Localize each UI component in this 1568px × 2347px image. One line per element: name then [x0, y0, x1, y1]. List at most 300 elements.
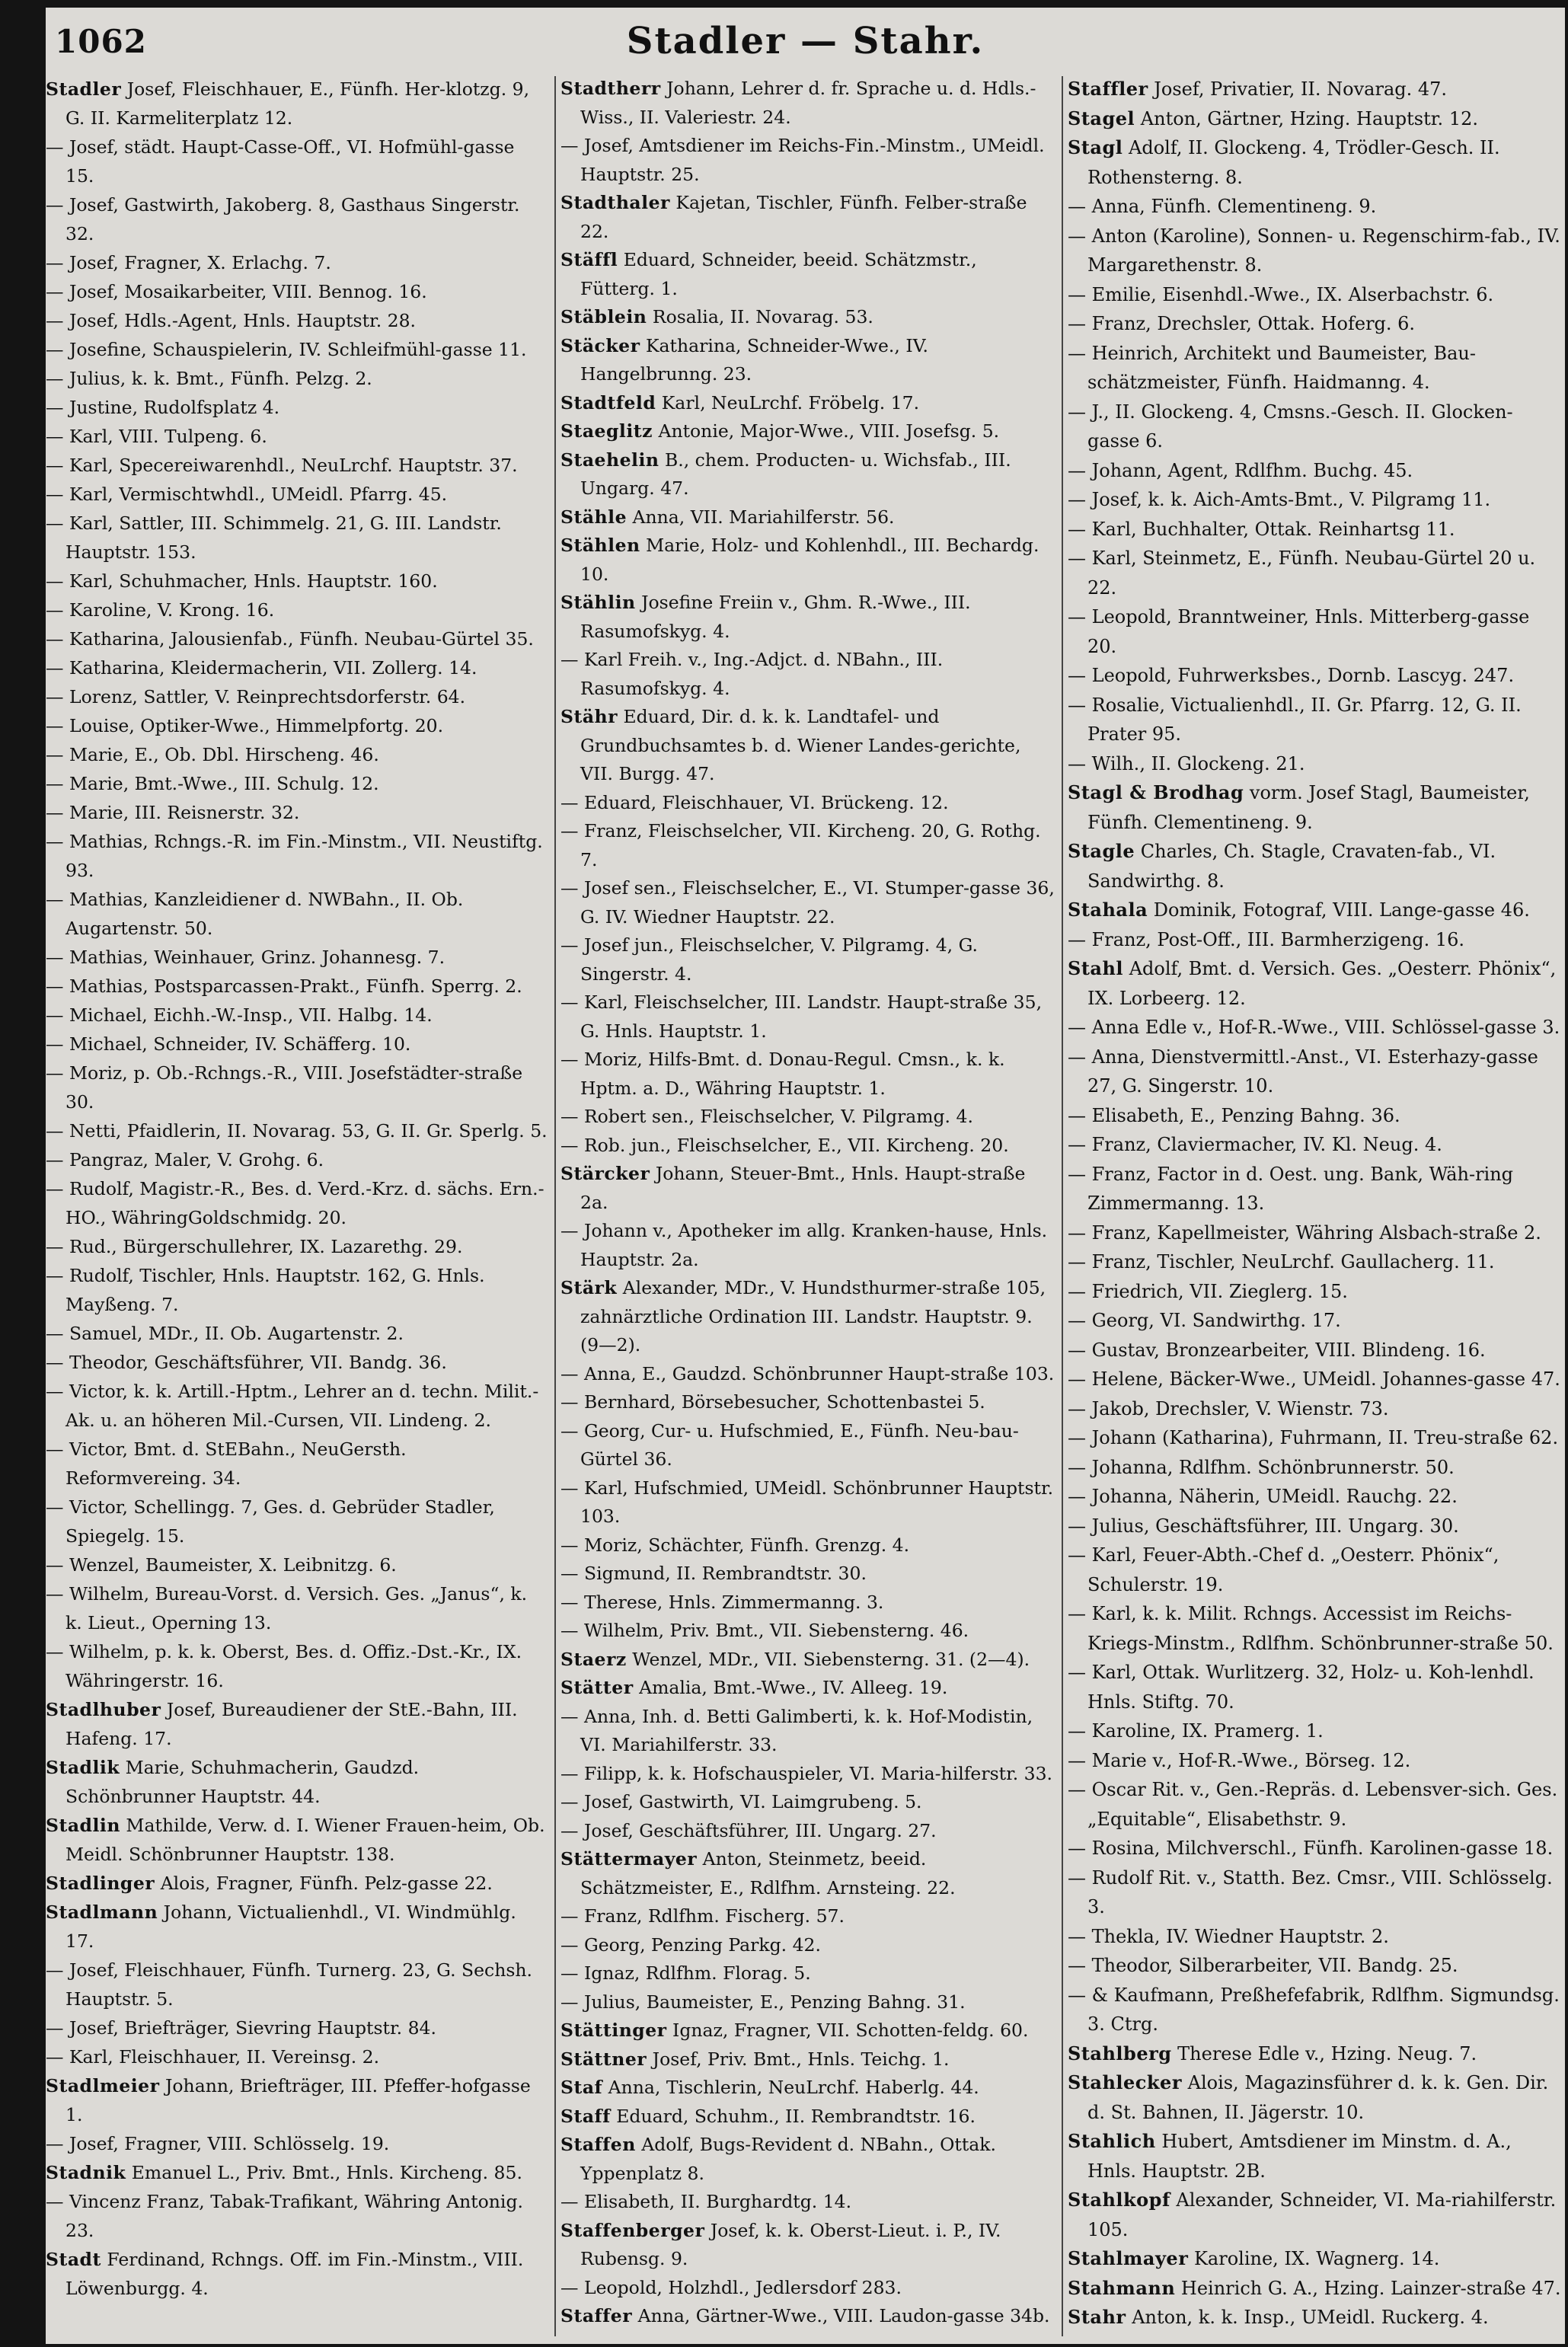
column-3 [1068, 75, 1563, 2340]
entry-surname: Stättner [560, 2048, 647, 2070]
entry-text: — Josef, k. k. Aich-Amts-Bmt., V. Pilgramg 11. [1068, 489, 1491, 510]
entry-text: — Ignaz, Rdlfhm. Florag. 5. [560, 1962, 811, 1984]
entry-surname: Staff [560, 2105, 611, 2127]
directory-entry [1068, 1013, 1563, 1043]
entry-text: — Rosalie, Victualienhdl., II. Gr. Pfarrg. 12, G. II. Prater 95. [1068, 694, 1522, 745]
directory-entry [46, 248, 548, 277]
directory-entry [560, 417, 1055, 446]
entry-text: — Karoline, IX. Pramerg. 1. [1068, 1720, 1324, 1742]
directory-entry [560, 1388, 1055, 1417]
entry-text: — Karl, k. k. Milit. Rchngs. Accessist im Reichs-Kriegs-Minstm., Rdlfhm. Schönbrunner-straße 50. [1068, 1603, 1554, 1654]
entry-text: Marie, Schuhmacherin, Gaudzd. Schönbrunner Hauptstr. 44. [65, 1757, 420, 1807]
entry-text: — Oscar Rit. v., Gen.-Repräs. d. Lebensver-sich. Ges. „Equitable“, Elisabethstr. 9. [1068, 1779, 1558, 1830]
entry-text: — Karl, Ottak. Wurlitzerg. 32, Holz- u. Koh-lenhdl. Hnls. Stiftg. 70. [1068, 1662, 1534, 1713]
entry-text: Adolf, Bmt. d. Versich. Ges. „Oesterr. Phönix“, IX. Lorbeerg. 12. [1087, 958, 1557, 1009]
entry-text: — Katharina, Jalousienfab., Fünfh. Neubau-Gürtel 35. [46, 628, 534, 650]
directory-entry [46, 1637, 548, 1695]
entry-text: Johann, Steuer-Bmt., Hnls. Haupt-straße 2a. [580, 1163, 1026, 1213]
entry-surname: Staf [560, 2077, 603, 2098]
entry-text: — Karl, Sattler, III. Schimmelg. 21, G. III. Landstr. Hauptstr. 153. [46, 513, 502, 563]
entry-surname: Staerz [560, 1648, 627, 1670]
entry-surname: Stärk [560, 1277, 618, 1298]
directory-entry [1068, 133, 1563, 192]
entry-surname: Stagl & Brodhag [1068, 781, 1244, 803]
entry-text: — Filipp, k. k. Hofschauspieler, VI. Maria-hilferstr. 33. [560, 1762, 1053, 1784]
entry-text: Therese Edle v., Hzing. Neug. 7. [1177, 2042, 1477, 2064]
directory-entry [1068, 1277, 1563, 1307]
directory-entry [1068, 222, 1563, 280]
entry-text: — Victor, Schellingg. 7, Ges. d. Gebrüder Stadler, Spiegelg. 15. [46, 1496, 495, 1547]
entry-text: — Therese, Hnls. Zimmermanng. 3. [560, 1591, 884, 1613]
directory-entry [1068, 280, 1563, 310]
directory-entry [46, 480, 548, 509]
entry-text: — Jakob, Drechsler, V. Wienstr. 73. [1068, 1397, 1389, 1419]
entry-text: — Netti, Pfaidlerin, II. Novarag. 53, G. II. Gr. Sperlg. 5. [46, 1120, 548, 1142]
entry-text: Marie, Holz- und Kohlenhdl., III. Bechardg. 10. [580, 535, 1039, 585]
directory-entry [560, 1046, 1055, 1103]
directory-entry [46, 335, 548, 364]
directory-entry [46, 1869, 548, 1898]
directory-entry [560, 1959, 1055, 1988]
entry-text: Johann, Briefträger, III. Pfeffer-hofgasse 1. [65, 2075, 531, 2125]
entry-surname: Stäblein [560, 306, 647, 327]
entry-text: — Samuel, MDr., II. Ob. Augartenstr. 2. [46, 1323, 404, 1344]
directory-entry [46, 596, 548, 624]
directory-entry [1068, 1716, 1563, 1746]
entry-text: — Josef, städt. Haupt-Casse-Off., VI. Hofmühl-gasse 15. [46, 136, 515, 187]
entry-text: — Moriz, Schächter, Fünfh. Grenzg. 4. [560, 1534, 910, 1556]
directory-entry [560, 1474, 1055, 1531]
entry-text: — Josefine, Schauspielerin, IV. Schleifmühl-gasse 11. [46, 339, 527, 360]
entry-text: — Wilhelm, Priv. Bmt., VII. Siebensterng. 46. [560, 1620, 969, 1641]
entry-text: — Anna, Inh. d. Betti Galimberti, k. k. Hof-Modistin, VI. Mariahilferstr. 33. [560, 1705, 1033, 1755]
entry-text: — Marie, Bmt.-Wwe., III. Schulg. 12. [46, 773, 379, 794]
entry-surname: Stahlberg [1068, 2042, 1172, 2064]
directory-entry [560, 1274, 1055, 1360]
entry-text: Josef, Privatier, II. Novarag. 47. [1154, 78, 1448, 100]
entry-text: Dominik, Fotograf, VIII. Lange-gasse 46. [1153, 899, 1530, 921]
entry-text: — Josef jun., Fleischselcher, V. Pilgramg. 4, G. Singerstr. 4. [560, 934, 979, 985]
entry-text: — Heinrich, Architekt und Baumeister, Bau-schätzmeister, Fünfh. Haidmanng. 4. [1068, 342, 1476, 393]
entry-text: — Thekla, IV. Wiedner Hauptstr. 2. [1068, 1925, 1389, 1947]
entry-text: — Georg, Cur- u. Hufschmied, E., Fünfh. Neu-bau-Gürtel 36. [560, 1419, 1019, 1470]
entry-surname: Staffer [560, 2305, 633, 2326]
entry-text: — Anton (Karoline), Sonnen- u. Regenschirm-fab., IV. Margarethenstr. 8. [1068, 225, 1560, 276]
directory-entry [560, 2045, 1055, 2074]
directory-entry [46, 1145, 548, 1174]
directory-entry [560, 389, 1055, 418]
entry-text: Josef, k. k. Oberst-Lieut. i. P., IV. Rubensg. 9. [580, 2219, 1001, 2269]
entry-text: — Rob. jun., Fleischselcher, E., VII. Kircheng. 20. [560, 1134, 1009, 1156]
directory-entry [1068, 837, 1563, 896]
entry-text: — Karl, VIII. Tulpeng. 6. [46, 426, 267, 447]
entry-text: — Josef, Mosaikarbeiter, VIII. Bennog. 16. [46, 281, 427, 302]
directory-entry [560, 303, 1055, 332]
entry-surname: Stahlich [1068, 2130, 1156, 2152]
entry-text: Adolf, II. Glockeng. 4, Trödler-Gesch. II. Rothensterng. 8. [1087, 137, 1500, 188]
directory-entry [1068, 1218, 1563, 1248]
entry-text: Alois, Fragner, Fünfh. Pelz-gasse 22. [160, 1873, 493, 1894]
directory-entry [46, 1232, 548, 1261]
directory-entry [46, 1695, 548, 1753]
directory-entry [46, 1898, 548, 1956]
directory-entry [560, 1646, 1055, 1675]
directory-entry [1068, 954, 1563, 1013]
entry-surname: Stadthaler [560, 192, 670, 213]
directory-entry [560, 1160, 1055, 1217]
directory-entry [46, 277, 548, 306]
entry-surname: Stählin [560, 592, 636, 613]
entry-text: — Wilhelm, p. k. k. Oberst, Bes. d. Offiz.-Dst.-Kr., IX. Währingerstr. 16. [46, 1641, 522, 1691]
entry-text: — Josef, Fragner, X. Erlachg. 7. [46, 252, 331, 273]
entry-surname: Stahlkopf [1068, 2189, 1170, 2211]
directory-entry [560, 703, 1055, 789]
entry-text: — Johanna, Näherin, UMeidl. Rauchg. 22. [1068, 1486, 1458, 1507]
entry-text: — Victor, k. k. Artill.-Hptm., Lehrer an d. techn. Milit.-Ak. u. an höheren Mil.-Cursen, VII. Lindeng. 2. [46, 1381, 539, 1431]
directory-entry [560, 1132, 1055, 1161]
directory-entry [1068, 192, 1563, 222]
entry-text: — Leopold, Branntweiner, Hnls. Mitterberg-gasse 20. [1068, 606, 1530, 657]
entry-text: — Johann v., Apotheker im allg. Kranken-hause, Hnls. Hauptstr. 2a. [560, 1220, 1048, 1270]
directory-entry [1068, 1423, 1563, 1453]
entry-text: — Marie, III. Reisnerstr. 32. [46, 802, 300, 823]
entry-text: — Victor, Bmt. d. StEBahn., NeuGersth. Reformvereing. 34. [46, 1439, 407, 1489]
directory-entry [560, 874, 1055, 931]
directory-entry [46, 393, 548, 422]
directory-entry [560, 1360, 1055, 1389]
entry-text: Kajetan, Tischler, Fünfh. Felber-straße 22. [580, 192, 1027, 242]
directory-entry [1068, 1482, 1563, 1512]
entry-text: — Karl Freih. v., Ing.-Adjct. d. NBahn., III. Rasumofskyg. 4. [560, 649, 944, 699]
entry-text: — Anna, E., Gaudzd. Schönbrunner Haupt-straße 103. [560, 1362, 1055, 1384]
entry-surname: Stadlmeier [46, 2075, 160, 2096]
directory-entry [46, 2013, 548, 2042]
entry-surname: Stähr [560, 706, 618, 727]
directory-entry [560, 931, 1055, 988]
entry-surname: Stahlmayer [1068, 2247, 1189, 2269]
directory-entry [560, 503, 1055, 532]
entry-text: Emanuel L., Priv. Bmt., Hnls. Kircheng. 85. [131, 2162, 522, 2183]
entry-text: — Theodor, Silberarbeiter, VII. Bandg. 25. [1068, 1955, 1458, 1976]
entry-text: — Elisabeth, E., Penzing Bahng. 36. [1068, 1104, 1400, 1126]
directory-entry [560, 1902, 1055, 1931]
directory-entry [1068, 2303, 1563, 2333]
directory-entry [46, 943, 548, 972]
entry-text: Hubert, Amtsdiener im Minstm. d. A., Hnls. Hauptstr. 2B. [1087, 2131, 1512, 2182]
directory-entry [46, 682, 548, 711]
directory-entry [560, 1845, 1055, 1902]
directory-entry [46, 190, 548, 248]
directory-entry [560, 2274, 1055, 2303]
directory-entry [560, 189, 1055, 246]
entry-text: — Rudolf Rit. v., Statth. Bez. Cmsr., VIII. Schlösselg. 3. [1068, 1866, 1553, 1918]
directory-entry [46, 1174, 548, 1232]
entry-text: — Franz, Fleischselcher, VII. Kircheng. 20, G. Rothg. 7. [560, 820, 1041, 870]
directory-entry [1068, 1101, 1563, 1131]
directory-entry [46, 1059, 548, 1116]
directory-entry [46, 1001, 548, 1030]
entry-text: — Franz, Drechsler, Ottak. Hoferg. 6. [1068, 313, 1416, 334]
directory-entry [1068, 1365, 1563, 1394]
directory-entry [1068, 896, 1563, 925]
entry-text: — Johann (Katharina), Fuhrmann, II. Treu-straße 62. [1068, 1427, 1559, 1448]
directory-entry [46, 509, 548, 567]
directory-entry [1068, 602, 1563, 661]
entry-text: vorm. Josef Stagl, Baumeister, Fünfh. Clementineng. 9. [1087, 782, 1530, 833]
entry-text: — Josef, Fleischhauer, Fünfh. Turnerg. 23, G. Sechsh. Hauptstr. 5. [46, 1959, 533, 2010]
directory-entry [560, 332, 1055, 389]
page-number: 1062 [55, 23, 147, 60]
entry-text: — Karl, Fleischselcher, III. Landstr. Haupt-straße 35, G. Hnls. Hauptstr. 1. [560, 991, 1043, 1042]
entry-surname: Stähle [560, 506, 628, 528]
entry-text: — Karoline, V. Krong. 16. [46, 599, 275, 621]
column-1 [46, 75, 548, 2340]
entry-text: — Anna Edle v., Hof-R.-Wwe., VIII. Schlössel-gasse 3. [1068, 1017, 1560, 1038]
entry-text: — Johann, Agent, Rdlfhm. Buchg. 45. [1068, 459, 1413, 481]
entry-text: — Anna, Fünfh. Clementineng. 9. [1068, 196, 1377, 217]
entry-text: — Katharina, Kleidermacherin, VII. Zollerg. 14. [46, 657, 477, 679]
entry-text: — Gustav, Bronzearbeiter, VIII. Blindeng. 16. [1068, 1339, 1486, 1361]
directory-entry [1068, 1512, 1563, 1541]
entry-surname: Stärcker [560, 1163, 650, 1184]
entry-text: — Karl, Hufschmied, UMeidl. Schönbrunner Hauptstr. 103. [560, 1477, 1054, 1527]
entry-text: B., chem. Producten- u. Wichsfab., III. Ungarg. 47. [580, 449, 1011, 499]
entry-text: — Karl, Feuer-Abth.-Chef d. „Oesterr. Phönix“, Schulerstr. 19. [1068, 1544, 1499, 1595]
entry-text: — Josef, Fragner, VIII. Schlösselg. 19. [46, 2133, 390, 2154]
entry-text: Johann, Victualienhdl., VI. Windmühlg. 17. [65, 1902, 516, 1952]
directory-entry [560, 988, 1055, 1046]
entry-text: Mathilde, Verw. d. I. Wiener Frauen-heim, Ob. Meidl. Schönbrunner Hauptstr. 138. [65, 1815, 545, 1865]
entry-text: Josef, Priv. Bmt., Hnls. Teichg. 1. [652, 2048, 950, 2070]
entry-text: — Theodor, Geschäftsführer, VII. Bandg. 36. [46, 1352, 447, 1373]
entry-surname: Stadlin [46, 1815, 120, 1836]
entry-surname: Stagel [1068, 107, 1135, 129]
entry-text: — Josef, Hdls.-Agent, Hnls. Hauptstr. 28. [46, 310, 417, 331]
entry-text: — Josef, Gastwirth, Jakoberg. 8, Gasthaus Singerstr. 32. [46, 194, 520, 244]
directory-entry [46, 740, 548, 769]
directory-entry [1068, 1746, 1563, 1776]
directory-entry [560, 2217, 1055, 2274]
directory-entry [560, 132, 1055, 189]
directory-entry [46, 653, 548, 682]
directory-entry [1068, 778, 1563, 837]
entry-text: — Johanna, Rdlfhm. Schönbrunnerstr. 50. [1068, 1456, 1455, 1478]
directory-entry [46, 972, 548, 1001]
directory-entry [1068, 1775, 1563, 1834]
directory-entry [46, 2129, 548, 2158]
entry-text: Wenzel, MDr., VII. Siebensterng. 31. (2—4). [632, 1648, 1030, 1670]
directory-entry [560, 646, 1055, 703]
entry-text: Johann, Lehrer d. fr. Sprache u. d. Hdls.-Wiss., II. Valeriestr. 24. [580, 78, 1036, 128]
directory-entry [46, 827, 548, 885]
entry-text: Adolf, Bugs-Revident d. NBahn., Ottak. Yppenplatz 8. [580, 2134, 996, 2184]
entry-text: Antonie, Major-Wwe., VIII. Josefsg. 5. [658, 420, 1000, 442]
entry-text: — Julius, Baumeister, E., Penzing Bahng. 31. [560, 1991, 966, 2013]
directory-entry [560, 2131, 1055, 2188]
entry-text: Anton, k. k. Insp., UMeidl. Ruckerg. 4. [1132, 2307, 1489, 2328]
entry-text: Anton, Steinmetz, beeid. Schätzmeister, E., Rdlfhm. Arnsteing. 22. [580, 1848, 956, 1898]
entry-surname: Stahlecker [1068, 2071, 1182, 2093]
directory-columns [46, 75, 1565, 2340]
entry-text: — Franz, Factor in d. Oest. ung. Bank, Wäh-ring Zimmermanng. 13. [1068, 1163, 1514, 1214]
entry-text: — Josef, Geschäftsführer, III. Ungarg. 27. [560, 1819, 937, 1841]
directory-entry [1068, 1247, 1563, 1277]
directory-entry [1068, 104, 1563, 134]
directory-entry [560, 532, 1055, 589]
entry-surname: Stahala [1068, 899, 1148, 921]
entry-text: — Franz, Rdlfhm. Fischerg. 57. [560, 1905, 845, 1927]
directory-entry [46, 2245, 548, 2303]
entry-text: Karl, NeuLrchf. Fröbelg. 17. [661, 391, 920, 414]
directory-entry [1068, 1394, 1563, 1424]
directory-entry [46, 364, 548, 393]
entry-text: — Karl, Schuhmacher, Hnls. Hauptstr. 160. [46, 570, 438, 592]
entry-text: — Michael, Eichh.-W.-Insp., VII. Halbg. 14. [46, 1004, 433, 1026]
entry-text: — Moriz, p. Ob.-Rchngs.-R., VIII. Josefstädter-straße 30. [46, 1062, 523, 1113]
directory-entry [1068, 1599, 1563, 1658]
directory-entry [1068, 691, 1563, 749]
directory-entry [1068, 661, 1563, 691]
entry-text: — Karl, Specereiwarenhdl., NeuLrchf. Hauptstr. 37. [46, 455, 518, 476]
directory-entry [1068, 1981, 1563, 2039]
directory-entry [1068, 1453, 1563, 1483]
entry-text: — Karl, Vermischtwhdl., UMeidl. Pfarrg. 45. [46, 484, 448, 505]
directory-entry [1068, 1043, 1563, 1101]
entry-text: Anton, Gärtner, Hzing. Hauptstr. 12. [1140, 107, 1478, 129]
running-head: Stadler — Stahr. [626, 20, 985, 62]
entry-text: — Friedrich, VII. Zieglerg. 15. [1068, 1280, 1348, 1302]
directory-entry [1068, 925, 1563, 955]
entry-surname: Stadlik [46, 1757, 120, 1778]
entry-surname: Staffen [560, 2134, 636, 2155]
directory-entry [560, 1703, 1055, 1760]
entry-text: Alexander, MDr., V. Hundsthurmer-straße 105, zahnärztliche Ordination III. Landstr. Hauptstr. 9. (9—2). [580, 1277, 1046, 1356]
directory-entry [560, 1674, 1055, 1703]
entry-surname: Stahl [1068, 957, 1124, 979]
directory-entry [560, 446, 1055, 503]
directory-entry [1068, 1336, 1563, 1365]
entry-text: Eduard, Schuhm., II. Rembrandtstr. 16. [616, 2105, 976, 2127]
directory-entry [46, 2158, 548, 2187]
directory-entry [1068, 339, 1563, 398]
entry-text: — Franz, Tischler, NeuLrchf. Gaullacherg. 11. [1068, 1251, 1495, 1272]
entry-text: — Franz, Post-Off., III. Barmherzigeng. 16. [1068, 928, 1465, 950]
entry-text: — Josef, Gastwirth, VI. Laimgrubeng. 5. [560, 1791, 922, 1812]
entry-text: — Mathias, Rchngs.-R. im Fin.-Minstm., VII. Neustiftg. 93. [46, 831, 543, 881]
entry-text: — Bernhard, Börsebesucher, Schottenbastei 5. [560, 1391, 985, 1413]
directory-entry [1068, 2127, 1563, 2186]
page-header [46, 18, 1565, 67]
entry-surname: Stagle [1068, 840, 1135, 862]
entry-surname: Stagl [1068, 136, 1123, 158]
entry-surname: Stättinger [560, 2020, 667, 2041]
entry-surname: Stadlmann [46, 1902, 158, 1923]
directory-entry [560, 1531, 1055, 1560]
entry-surname: Staffler [1068, 78, 1148, 100]
directory-entry [560, 1988, 1055, 2017]
directory-entry [1068, 1541, 1563, 1599]
directory-entry [46, 306, 548, 335]
directory-entry [46, 1579, 548, 1637]
entry-text: — Moriz, Hilfs-Bmt. d. Donau-Regul. Cmsn., k. k. Hptm. a. D., Währing Hauptstr. 1. [560, 1049, 1005, 1099]
entry-text: Alois, Magazinsführer d. k. k. Gen. Dir. d. St. Bahnen, II. Jägerstr. 10. [1087, 2072, 1549, 2123]
entry-text: — Marie v., Hof-R.-Wwe., Börseg. 12. [1068, 1749, 1411, 1771]
entry-text: — Josef, Amtsdiener im Reichs-Fin.-Minstm., UMeidl. Hauptstr. 25. [560, 135, 1045, 185]
entry-text: — Mathias, Postsparcassen-Prakt., Fünfh. Sperrg. 2. [46, 976, 522, 997]
entry-text: — & Kaufmann, Preßhefefabrik, Rdlfhm. Sigmundsg. 3. Ctrg. [1068, 1984, 1560, 2035]
entry-text: — Helene, Bäcker-Wwe., UMeidl. Johannes-gasse 47. [1068, 1368, 1560, 1390]
entry-text: Katharina, Schneider-Wwe., IV. Hangelbrunng. 23. [580, 334, 928, 385]
directory-entry [46, 798, 548, 827]
directory-entry [560, 2017, 1055, 2045]
entry-text: — Rudolf, Tischler, Hnls. Hauptstr. 162, G. Hnls. Mayßeng. 7. [46, 1265, 485, 1315]
entry-text: — Robert sen., Fleischselcher, V. Pilgramg. 4. [560, 1106, 973, 1127]
directory-entry [46, 1261, 548, 1319]
entry-text: — Anna, Dienstvermittl.-Anst., VI. Esterhazy-gasse 27, G. Singerstr. 10. [1068, 1046, 1538, 1097]
directory-entry [560, 1103, 1055, 1132]
entry-text: — Eduard, Fleischhauer, VI. Brückeng. 12. [560, 791, 949, 813]
directory-entry [46, 885, 548, 943]
directory-entry [46, 769, 548, 798]
directory-entry [560, 1217, 1055, 1274]
directory-entry [560, 1589, 1055, 1617]
directory-entry [1068, 1160, 1563, 1218]
entry-text: — Wilh., II. Glockeng. 21. [1068, 752, 1305, 774]
entry-text: — Rudolf, Magistr.-R., Bes. d. Verd.-Krz. d. sächs. Ern.-HO., WähringGoldschmidg. 20. [46, 1178, 544, 1228]
entry-surname: Stahr [1068, 2306, 1126, 2328]
directory-entry [46, 2071, 548, 2129]
entry-text: — Georg, VI. Sandwirthg. 17. [1068, 1310, 1341, 1331]
directory-entry [46, 1435, 548, 1493]
directory-entry [46, 1377, 548, 1435]
entry-surname: Stadler [46, 78, 122, 100]
directory-entry [46, 1550, 548, 1579]
directory-entry [1068, 1658, 1563, 1716]
directory-entry [1068, 1922, 1563, 1952]
entry-text: — Wenzel, Baumeister, X. Leibnitzg. 6. [46, 1554, 397, 1576]
entry-text: Josef, Fleischhauer, E., Fünfh. Her-klotzg. 9, G. II. Karmeliterplatz 12. [65, 78, 530, 129]
directory-entry [1068, 2039, 1563, 2069]
entry-text: — Wilhelm, Bureau-Vorst. d. Versich. Ges. „Janus“, k. k. Lieut., Operning 13. [46, 1583, 528, 1633]
entry-text: Josef, Bureaudiener der StE.-Bahn, III. Hafeng. 17. [65, 1699, 518, 1749]
directory-entry [560, 2103, 1055, 2131]
directory-entry [1068, 75, 1563, 104]
entry-surname: Stäcker [560, 334, 640, 356]
directory-entry [46, 1319, 548, 1348]
entry-surname: Staeglitz [560, 420, 653, 442]
directory-entry [560, 1931, 1055, 1960]
entry-text: — Franz, Claviermacher, IV. Kl. Neug. 4. [1068, 1134, 1442, 1155]
entry-text: — Karl, Steinmetz, E., Fünfh. Neubau-Gürtel 20 u. 22. [1068, 548, 1536, 599]
directory-entry [1068, 1306, 1563, 1336]
directory-entry [1068, 2186, 1563, 2244]
entry-text: — Elisabeth, II. Burghardtg. 14. [560, 2191, 852, 2212]
entry-text: Alexander, Schneider, VI. Ma-riahilferstr. 105. [1087, 2189, 1557, 2240]
directory-entry [560, 1617, 1055, 1646]
entry-text: — Karl, Fleischhauer, II. Vereinsg. 2. [46, 2046, 380, 2068]
directory-entry [560, 2302, 1055, 2331]
entry-text: — Rud., Bürgerschullehrer, IX. Lazarethg. 29. [46, 1236, 463, 1257]
directory-entry [1068, 749, 1563, 779]
entry-surname: Stadlhuber [46, 1699, 161, 1720]
directory-entry [1068, 1863, 1563, 1922]
entry-text: Eduard, Schneider, beeid. Schätzmstr., Fütterg. 1. [580, 249, 977, 299]
directory-entry [560, 75, 1055, 132]
entry-surname: Stadlinger [46, 1873, 155, 1894]
entry-text: — Mathias, Kanzleidiener d. NWBahn., II. Ob. Augartenstr. 50. [46, 889, 464, 939]
directory-entry [46, 624, 548, 653]
entry-text: — Emilie, Eisenhdl.-Wwe., IX. Alserbachstr. 6. [1068, 283, 1494, 305]
